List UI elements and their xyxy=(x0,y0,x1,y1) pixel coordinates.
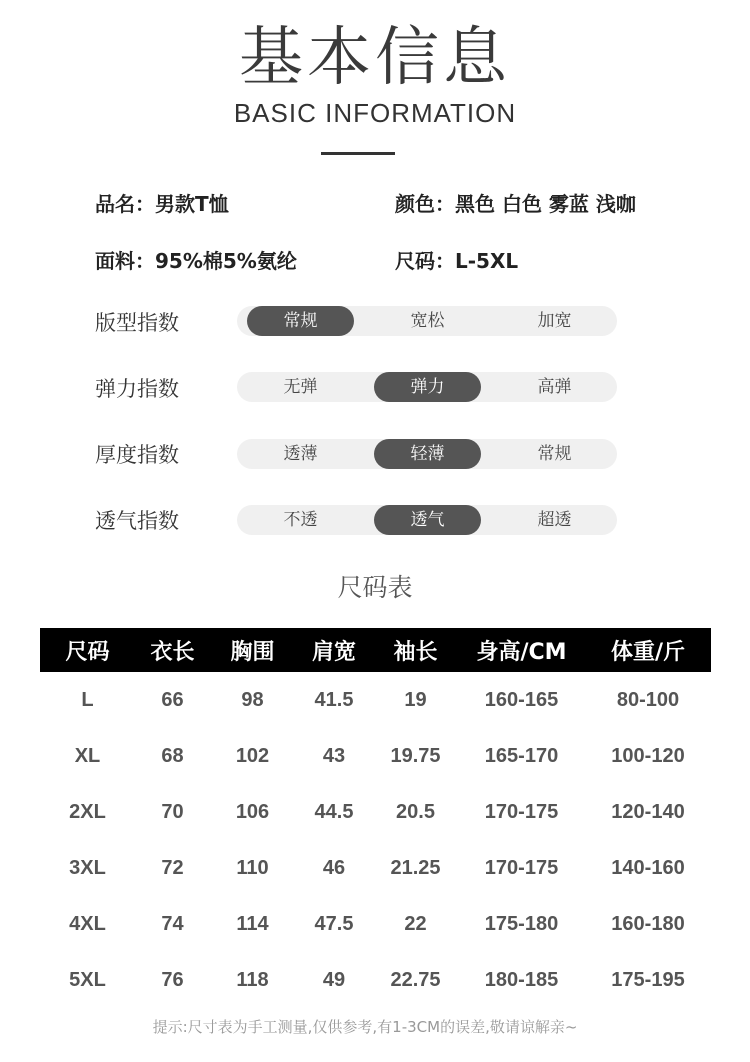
table-cell: 22.75 xyxy=(390,968,441,991)
info-size-value: L-5XL xyxy=(455,249,519,273)
table-cell: 19.75 xyxy=(390,744,441,767)
table-cell: 160-180 xyxy=(611,912,685,935)
scale-breathability-option-super: 超透 xyxy=(537,510,572,530)
scale-breathability-label: 透气指数 xyxy=(95,509,179,533)
table-cell: 114 xyxy=(236,912,269,935)
table-row xyxy=(40,896,711,952)
scale-stretch-option-stretch: 弹力 xyxy=(374,372,481,402)
table-cell: 175-195 xyxy=(611,968,685,991)
table-header-cell: 袖长 xyxy=(373,628,458,672)
measurement-note: 提示:尺寸表为手工测量,仅供参考,有1-3CM的误差,敬请谅解亲~ xyxy=(152,1018,578,1036)
info-product-name-value: 男款T恤 xyxy=(155,192,229,216)
table-cell: 100-120 xyxy=(611,744,685,767)
table-cell: 175-180 xyxy=(484,912,559,935)
table-cell: 76 xyxy=(161,968,184,991)
table-header-cell: 尺码 xyxy=(40,628,135,672)
table-cell: 170-175 xyxy=(484,800,559,823)
table-cell: 5XL xyxy=(69,968,106,991)
table-cell: 66 xyxy=(161,688,184,711)
table-header-cell: 肩宽 xyxy=(295,628,373,672)
info-color xyxy=(395,188,636,217)
info-fabric-label: 面料： xyxy=(95,249,155,273)
page-subtitle: BASIC INFORMATION xyxy=(233,98,517,128)
table-row xyxy=(40,728,711,784)
scale-stretch-option-high: 高弹 xyxy=(537,377,572,397)
table-cell: 140-160 xyxy=(611,856,685,879)
table-cell: L xyxy=(81,688,94,711)
scale-thickness-option-regular: 常规 xyxy=(537,444,572,464)
table-cell: 44.5 xyxy=(314,800,354,823)
table-cell: 41.5 xyxy=(314,688,354,711)
table-header-cell: 胸围 xyxy=(210,628,295,672)
info-color-value: 黑色 白色 雾蓝 浅咖 xyxy=(455,192,636,216)
scale-stretch-label: 弹力指数 xyxy=(95,377,179,401)
table-row xyxy=(40,784,711,840)
table-cell: 20.5 xyxy=(396,800,435,823)
scale-thickness-option-light: 轻薄 xyxy=(374,439,481,469)
info-size xyxy=(395,245,518,274)
table-header-row xyxy=(40,628,711,672)
table-cell: 47.5 xyxy=(314,912,354,935)
scale-thickness xyxy=(237,439,617,469)
table-cell: 180-185 xyxy=(484,968,559,991)
table-cell: 70 xyxy=(161,800,184,823)
table-header-cell: 体重/斤 xyxy=(585,628,711,672)
table-header-cell: 身高/CM xyxy=(458,628,585,672)
scale-stretch xyxy=(237,372,617,402)
scale-breathability xyxy=(237,505,617,535)
table-header-cell: 衣长 xyxy=(135,628,210,672)
table-cell: 120-140 xyxy=(611,800,685,823)
scale-fit xyxy=(237,306,617,336)
table-cell: 3XL xyxy=(69,856,106,879)
scale-breathability-option-breathable: 透气 xyxy=(374,505,481,535)
title-divider xyxy=(321,152,395,155)
table-cell: 160-165 xyxy=(484,688,559,711)
scale-fit-option-loose: 宽松 xyxy=(410,311,445,331)
info-fabric-value: 95%棉5%氨纶 xyxy=(155,249,297,273)
scale-fit-label: 版型指数 xyxy=(95,311,179,335)
scale-fit-option-wide: 加宽 xyxy=(537,311,572,331)
table-cell: 110 xyxy=(236,856,269,879)
table-cell: 19 xyxy=(404,688,427,711)
table-row xyxy=(40,840,711,896)
page-title: 基本信息 xyxy=(239,21,511,95)
info-size-label: 尺码： xyxy=(395,249,455,273)
table-cell: 2XL xyxy=(69,800,106,823)
table-row xyxy=(40,672,711,728)
table-cell: 74 xyxy=(161,912,184,935)
table-cell: 46 xyxy=(322,856,346,879)
size-chart-title: 尺码表 xyxy=(337,573,413,602)
scale-fit-option-regular: 常规 xyxy=(247,306,354,336)
table-cell: 165-170 xyxy=(484,744,559,767)
info-product-name xyxy=(95,188,229,217)
table-cell: 49 xyxy=(322,968,346,991)
info-product-name-label: 品名： xyxy=(95,192,155,216)
table-cell: 4XL xyxy=(69,912,106,935)
info-fabric xyxy=(95,245,297,274)
table-cell: 72 xyxy=(161,856,184,879)
table-cell: 80-100 xyxy=(616,688,680,711)
table-cell: 170-175 xyxy=(484,856,559,879)
scale-stretch-option-none: 无弹 xyxy=(283,377,318,397)
scale-thickness-label: 厚度指数 xyxy=(95,443,179,467)
table-row xyxy=(40,952,711,1008)
table-cell: 68 xyxy=(161,744,184,767)
table-cell: 118 xyxy=(236,968,269,991)
info-color-label: 颜色： xyxy=(395,192,455,216)
table-cell: 102 xyxy=(235,744,270,767)
table-cell: 22 xyxy=(404,912,427,935)
table-cell: 98 xyxy=(241,688,264,711)
scale-thickness-option-sheer: 透薄 xyxy=(283,444,318,464)
table-cell: 106 xyxy=(235,800,270,823)
table-cell: XL xyxy=(74,744,101,767)
size-chart-table xyxy=(40,628,711,1008)
table-cell: 43 xyxy=(322,744,346,767)
scale-breathability-option-none: 不透 xyxy=(283,510,318,530)
table-cell: 21.25 xyxy=(390,856,441,879)
